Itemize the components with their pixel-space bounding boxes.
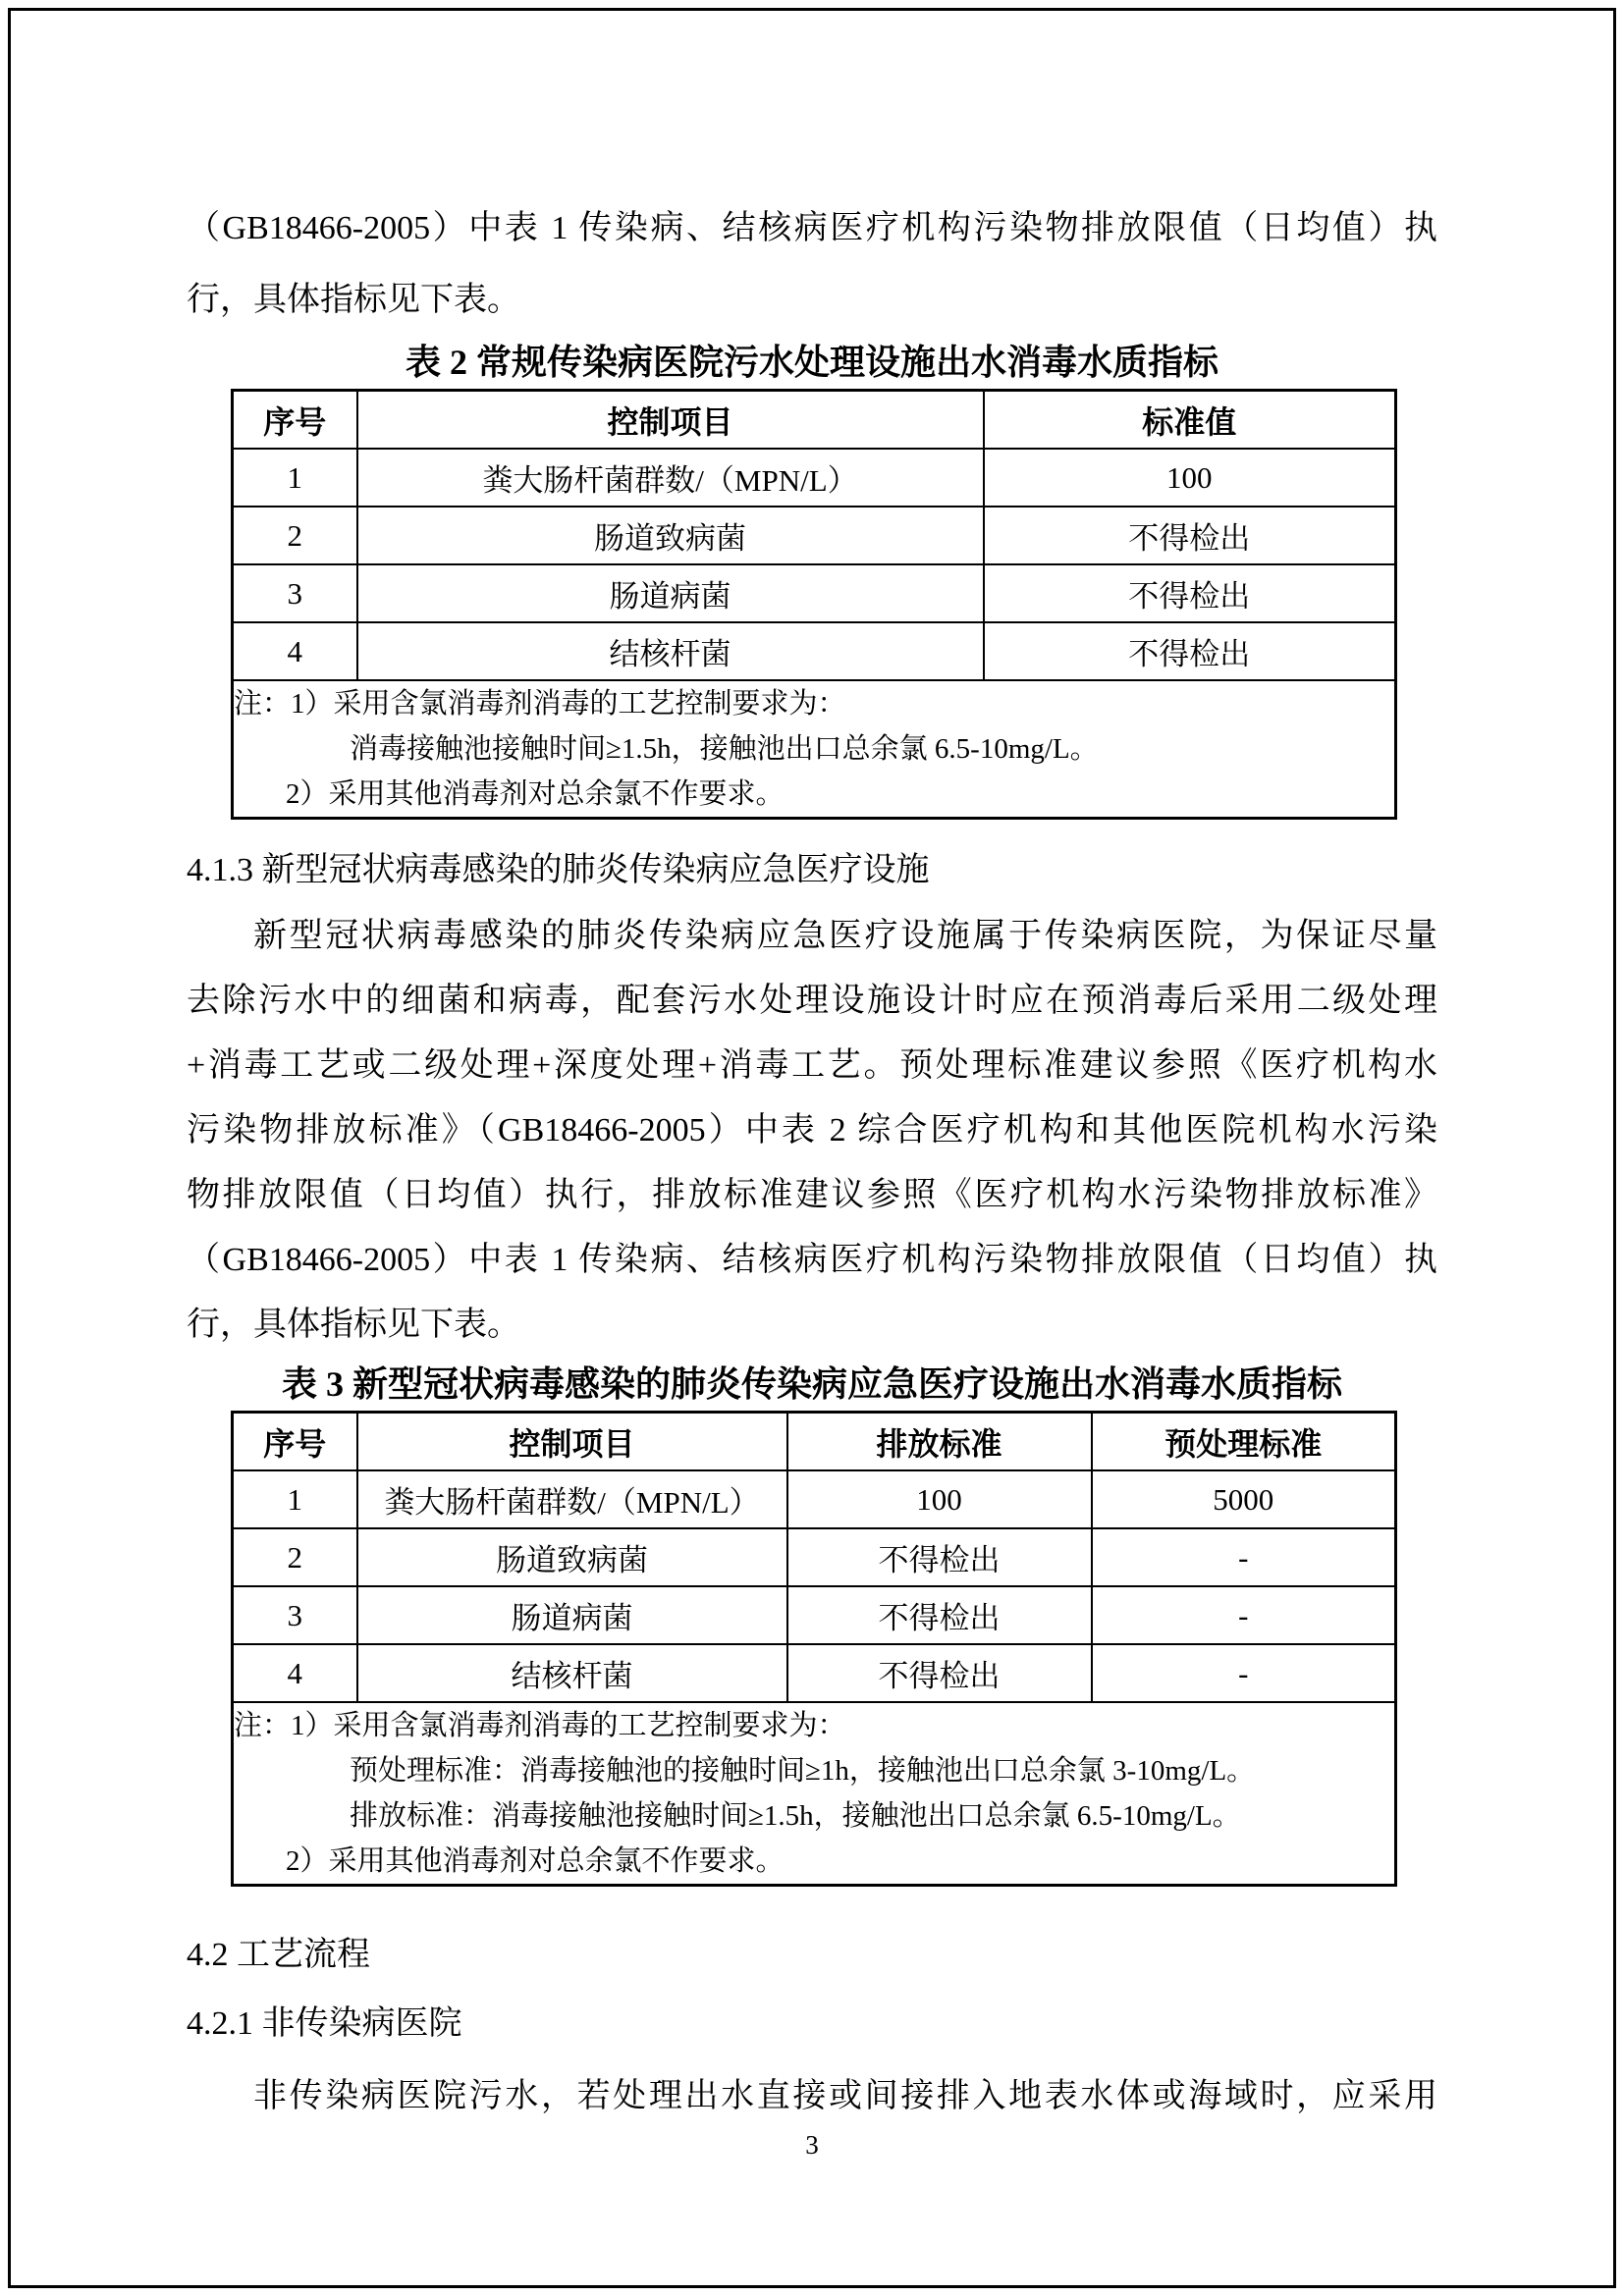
table-cell: 4: [233, 622, 357, 680]
table-cell: 5000: [1092, 1470, 1396, 1528]
paragraph-line: 行，具体指标见下表。: [187, 1307, 520, 1343]
table-row: [233, 1470, 1396, 1528]
section-42-heading: 4.2 工艺流程: [187, 1937, 370, 1973]
table-cell: 粪大肠杆菌群数/（MPN/L）: [357, 1470, 787, 1528]
table-cell: 3: [233, 564, 357, 622]
table3-header-cell: 序号: [233, 1413, 357, 1471]
table-row: [233, 507, 1396, 564]
table2-caption: 表 2 常规传染病医院污水处理设施出水消毒水质指标: [405, 343, 1218, 382]
table2-note-line: 注：1）采用含氯消毒剂消毒的工艺控制要求为：: [234, 688, 846, 720]
intro-paragraph: [187, 192, 1437, 336]
table-cell: 4: [233, 1644, 357, 1702]
table2-note-cell: [233, 680, 1396, 819]
table3-header-cell: 排放标准: [787, 1413, 1092, 1471]
table-cell: 肠道致病菌: [357, 507, 984, 564]
section-421-paragraph: [187, 2063, 1437, 2130]
table-cell: 结核杆菌: [357, 1644, 787, 1702]
table-cell: 粪大肠杆菌群数/（MPN/L）: [357, 449, 984, 507]
table-cell: 3: [233, 1586, 357, 1644]
table-cell: 肠道病菌: [357, 564, 984, 622]
table-row: [233, 1586, 1396, 1644]
table3-header-cell: 控制项目: [357, 1413, 787, 1471]
table2-header-cell: 标准值: [984, 391, 1396, 450]
paragraph-line: 污染物排放标准》（GB18466-2005）中表 2 综合医疗机构和其他医院机构水污染: [187, 1112, 1437, 1148]
table-cell: 2: [233, 507, 357, 564]
table-cell: 2: [233, 1528, 357, 1586]
page-content: [187, 0, 1437, 2130]
table2-note-line: 消毒接触池接触时间≥1.5h，接触池出口总余氯 6.5-10mg/L。: [350, 733, 1099, 765]
table-cell: 100: [787, 1470, 1092, 1528]
table-cell: 肠道病菌: [357, 1586, 787, 1644]
table-cell: 100: [984, 449, 1396, 507]
table2-note-line: 2）采用其他消毒剂对总余氯不作要求。: [286, 778, 785, 810]
table3-header-cell: 预处理标准: [1092, 1413, 1396, 1471]
table2: [231, 389, 1397, 820]
table3-header-row: [233, 1413, 1396, 1471]
table3-note-cell: [233, 1702, 1396, 1886]
table-cell: 不得检出: [984, 507, 1396, 564]
table3-note-line: 排放标准：消毒接触池接触时间≥1.5h，接触池出口总余氯 6.5-10mg/L。: [350, 1800, 1241, 1832]
table3-caption: 表 3 新型冠状病毒感染的肺炎传染病应急医疗设施出水消毒水质指标: [281, 1364, 1342, 1404]
paragraph-line: +消毒工艺或二级处理+深度处理+消毒工艺。预处理标准建议参照《医疗机构水: [187, 1047, 1437, 1084]
table2-note-row: [233, 680, 1396, 819]
table-cell: 肠道致病菌: [357, 1528, 787, 1586]
table-cell: 不得检出: [787, 1644, 1092, 1702]
table3-note-line: 注：1）采用含氯消毒剂消毒的工艺控制要求为：: [234, 1710, 846, 1741]
table-cell: 不得检出: [984, 564, 1396, 622]
table-row: [233, 449, 1396, 507]
section-421-heading: 4.2.1 非传染病医院: [187, 2005, 462, 2042]
table-row: [233, 622, 1396, 680]
table-cell: 1: [233, 1470, 357, 1528]
table3-note-line: 2）采用其他消毒剂对总余氯不作要求。: [286, 1845, 785, 1877]
table2-header-cell: 序号: [233, 391, 357, 450]
paragraph-line: 非传染病医院污水，若处理出水直接或间接排入地表水体或海域时，应采用: [253, 2078, 1437, 2114]
paragraph-line: 去除污水中的细菌和病毒，配套污水处理设施设计时应在预消毒后采用二级处理: [187, 983, 1437, 1019]
section-413-paragraph: [187, 904, 1437, 1358]
paragraph-line: 物排放限值（日均值）执行，排放标准建议参照《医疗机构水污染物排放标准》: [187, 1177, 1437, 1213]
table-cell: 结核杆菌: [357, 622, 984, 680]
table-row: [233, 1644, 1396, 1702]
table-cell: -: [1092, 1586, 1396, 1644]
table-row: [233, 1528, 1396, 1586]
table-cell: 不得检出: [787, 1586, 1092, 1644]
table-cell: 不得检出: [984, 622, 1396, 680]
table-row: [233, 564, 1396, 622]
table-cell: 不得检出: [787, 1528, 1092, 1586]
paragraph-line: 新型冠状病毒感染的肺炎传染病应急医疗设施属于传染病医院，为保证尽量: [253, 918, 1437, 954]
table3: [231, 1411, 1397, 1887]
paragraph-line: （GB18466-2005）中表 1 传染病、结核病医疗机构污染物排放限值（日均值）执: [187, 210, 1437, 246]
table-cell: 1: [233, 449, 357, 507]
table3-note-line: 预处理标准：消毒接触池的接触时间≥1h，接触池出口总余氯 3-10mg/L。: [350, 1755, 1256, 1787]
section-413-heading: 4.1.3 新型冠状病毒感染的肺炎传染病应急医疗设施: [187, 852, 930, 888]
paragraph-line: 行，具体指标见下表。: [187, 282, 520, 318]
table-cell: -: [1092, 1644, 1396, 1702]
table2-header-row: [233, 391, 1396, 450]
table2-header-cell: 控制项目: [357, 391, 984, 450]
page-number: 3: [805, 2130, 819, 2160]
table-cell: -: [1092, 1528, 1396, 1586]
table3-note-row: [233, 1702, 1396, 1886]
paragraph-line: （GB18466-2005）中表 1 传染病、结核病医疗机构污染物排放限值（日均值）执: [187, 1242, 1437, 1278]
